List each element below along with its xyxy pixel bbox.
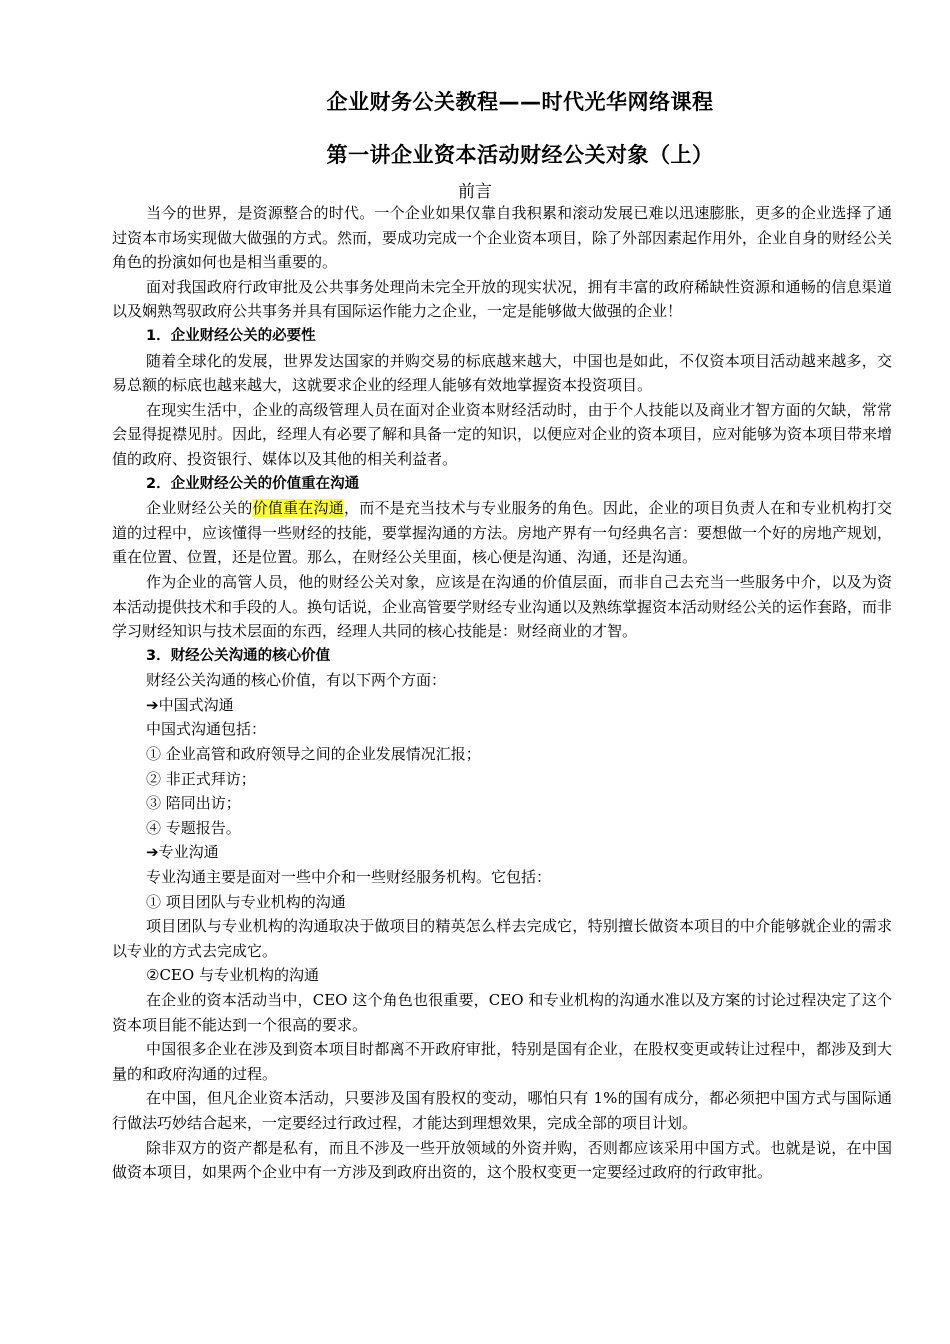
paragraph-text: 企业财经公关的 — [146, 499, 253, 518]
arrow-item — [112, 693, 892, 718]
section-heading: 2．企业财经公关的价值重在沟通 — [146, 475, 360, 492]
document-body — [112, 201, 892, 1185]
paragraph: 作为企业的高管人员，他的财经公关对象，应该是在沟通的价值层面，而非自己去充当一些服务中介，以及为资本活动提供技术和手段的人。换句话说，企业高管要学财经专业沟通以及熟练掌握资本活动财经公关的运作套路，而非学习财经知识与技术层面的东西，经理人共同的核心技能是：财经商业的才智。 — [112, 572, 893, 641]
arrow-item-label: 专业沟通 — [158, 843, 219, 862]
preface-heading: 前言 — [458, 182, 492, 202]
lecture-title: 第一讲企业资本活动财经公关对象（上） — [326, 143, 714, 167]
paragraph: 随着全球化的发展，世界发达国家的并购交易的标底越来越大，中国也是如此，不仅资本项目活动越来越多，交易总额的标底也越来越大，这就要求企业的经理人能够有效地掌握资本投资项目。 — [112, 351, 892, 395]
paragraph: 当今的世界，是资源整合的时代。一个企业如果仅靠自我积累和滚动发展已难以迅速膨胀，更多的企业选择了通过资本市场实现做大做强的方式。然而，要成功完成一个企业资本项目，除了外部因素起作用外，企业自身的财经公关角色的扮演如何也是相当重要的。 — [112, 204, 893, 272]
paragraph: 除非双方的资产都是私有，而且不涉及一些开放领域的外资并购，否则都应该采用中国方式。也就是说，在中国做资本项目，如果两个企业中有一方涉及到政府出资的，这个股权变更一定要经过政府的行政审批。 — [112, 1138, 892, 1182]
paragraph: 专业沟通主要是面对一些中介和一些财经服务机构。它包括： — [146, 868, 552, 887]
document-title: 企业财务公关教程——时代光华网络课程 — [326, 90, 714, 114]
highlighted-text: 价值重在沟通 — [252, 499, 344, 518]
arrow-item-label: 中国式沟通 — [158, 695, 234, 714]
paragraph: 项目团队与专业机构的沟通取决于做项目的精英怎么样去完成它，特别擅长做资本项目的中介能够就企业的需求以专业的方式去完成它。 — [112, 917, 892, 960]
paragraph: 面对我国政府行政审批及公共事务处理尚未完全开放的现实状况，拥有丰富的政府稀缺性资源和通畅的信息渠道以及娴熟驾驭政府公共事务并具有国际运作能力之企业，一定是能够做大做强的企业！ — [112, 277, 892, 321]
paragraph: 财经公关沟通的核心价值，有以下两个方面： — [146, 671, 447, 690]
arrow-icon: ➔ — [146, 843, 159, 862]
paragraph: 中国式沟通包括： — [146, 720, 267, 739]
paragraph: 在中国，但凡企业资本活动，只要涉及国有股权的变动，哪怕只有 1%的国有成分，都必须把中国方式与国际通行做法巧妙结合起来，一定要经过行政过程，才能达到理想效果，完成全部的项目计划。 — [112, 1089, 892, 1132]
paragraph-text: ，而不是充当技术与专业服务的角色。因此，企业的项目负责人在和专业机构打交道的过程中，应该懂得一些财经的技能，要掌握沟通的方法。房地产界有一句经典名言：要想做一个好的房地产规划，重在位置、位置，还是位置。那么，在财经公关里面，核心便是沟通、沟通，还是沟通。 — [112, 499, 893, 567]
paragraph: 在现实生活中，企业的高级管理人员在面对企业资本财经活动时，由于个人技能以及商业才智方面的欠缺，常常会显得捉襟见肘。因此，经理人有必要了解和具备一定的知识，以便应对企业的资本项目，应对能够为资本项目带来增值的政府、投资银行、媒体以及其他的相关利益者。 — [112, 400, 893, 468]
list-item: ① 项目团队与专业机构的沟通 — [146, 892, 346, 911]
list-item: ② 非正式拜访； — [146, 769, 256, 788]
arrow-item — [112, 840, 892, 865]
section-heading: 3．财经公关沟通的核心价值 — [146, 647, 331, 664]
list-item: ④ 专题报告。 — [146, 818, 241, 837]
list-item: ②CEO 与专业机构的沟通 — [146, 966, 319, 985]
paragraph: 中国很多企业在涉及到资本项目时都离不开政府审批，特别是国有企业，在股权变更或转让过程中，都涉及到大量的和政府沟通的过程。 — [112, 1040, 892, 1083]
section-heading: 1．企业财经公关的必要性 — [146, 327, 316, 344]
paragraph — [112, 496, 892, 570]
list-item: ③ 陪同出访； — [146, 794, 241, 813]
list-item: ① 企业高管和政府领导之间的企业发展情况汇报； — [146, 745, 481, 764]
paragraph: 在企业的资本活动当中，CEO 这个角色也很重要，CEO 和专业机构的沟通水准以及方案的讨论过程决定了这个资本项目能不能达到一个很高的要求。 — [112, 991, 892, 1034]
arrow-icon: ➔ — [146, 695, 159, 714]
